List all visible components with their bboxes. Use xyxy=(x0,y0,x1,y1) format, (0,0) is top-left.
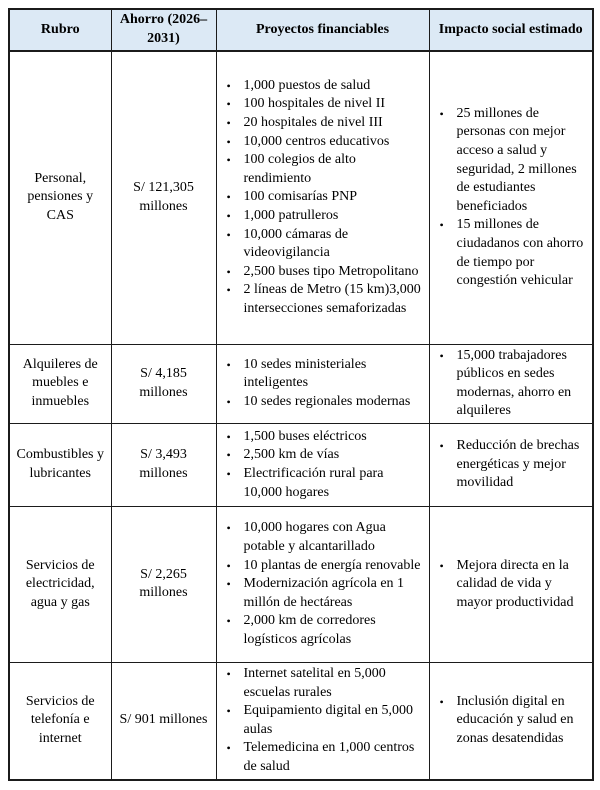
bullet-item xyxy=(222,446,424,465)
rubro-cell: Servicios de telefonía e internet xyxy=(9,662,111,779)
bullet-item xyxy=(222,207,424,226)
bullet-icon: • xyxy=(226,227,231,242)
bullet-icon: • xyxy=(226,614,231,629)
rubro-cell: Combustibles y lubricantes xyxy=(9,423,111,506)
bullet-icon: • xyxy=(226,395,231,410)
proyectos-item-text: 10,000 hogares con Agua potable y alcantarillado xyxy=(243,520,386,554)
bullet-item xyxy=(435,437,588,493)
impacto-item-text: Reducción de brechas energéticas y mejor movilidad xyxy=(456,438,580,491)
proyectos-item-text: Modernización agrícola en 1 millón de hectáreas xyxy=(243,576,405,610)
ahorro-cell: S/ 901 millones xyxy=(111,662,216,779)
bullet-icon: • xyxy=(226,521,231,536)
bullet-item xyxy=(222,151,424,188)
bullet-item xyxy=(222,557,424,576)
impacto-cell xyxy=(429,662,593,779)
proyectos-item-text: 10 sedes ministeriales inteligentes xyxy=(243,356,367,391)
table-row xyxy=(9,344,593,423)
column-header-impacto: Impacto social estimado xyxy=(429,9,593,51)
column-header-rubro: Rubro xyxy=(9,9,111,51)
proyectos-cell xyxy=(216,344,429,423)
bullet-icon: • xyxy=(226,209,231,224)
impacto-item-text: 15,000 trabajadores públicos en sedes modernas, ahorro en alquileres xyxy=(456,347,572,419)
proyectos-item-text: 2 líneas de Metro (15 km)3,000 intersecciones semaforizadas xyxy=(243,282,421,317)
impacto-item-text: 15 millones de ciudadanos con ahorro de tiempo por congestión vehicular xyxy=(456,217,584,289)
bullet-icon: • xyxy=(226,666,231,681)
proyectos-item-text: 100 comisarías PNP xyxy=(243,189,358,205)
bullet-item xyxy=(435,557,588,613)
bullet-icon: • xyxy=(439,558,444,573)
table-row xyxy=(9,506,593,662)
bullet-icon: • xyxy=(226,466,231,481)
proyectos-item-text: 20 hospitales de nivel III xyxy=(243,115,383,130)
proyectos-item-text: Equipamiento digital en 5,000 aulas xyxy=(243,703,414,737)
bullet-item xyxy=(222,465,424,502)
ahorro-cell: S/ 2,265 millones xyxy=(111,506,216,662)
bullet-item xyxy=(222,114,424,133)
proyectos-item-text: 10 sedes regionales modernas xyxy=(243,394,411,410)
bullet-icon: • xyxy=(226,153,231,168)
impacto-cell xyxy=(429,344,593,423)
proyectos-cell xyxy=(216,662,429,779)
bullet-icon: • xyxy=(439,439,444,454)
proyectos-item-text: Internet satelital en 5,000 escuelas rurales xyxy=(243,665,386,700)
impacto-item-text: Inclusión digital en educación y salud en zonas desatendidas xyxy=(456,693,574,747)
ahorro-cell: S/ 4,185 millones xyxy=(111,344,216,423)
bullet-item xyxy=(222,702,424,739)
proyectos-cell xyxy=(216,506,429,662)
proyectos-item-text: Electrificación rural para 10,000 hogares xyxy=(243,465,384,500)
table-row xyxy=(9,662,593,779)
bullet-icon: • xyxy=(226,448,231,463)
bullet-item xyxy=(222,665,424,702)
proyectos-item-text: 2,500 buses tipo Metropolitano xyxy=(243,263,419,279)
table-row xyxy=(9,51,593,344)
bullet-icon: • xyxy=(439,694,444,709)
bullet-item xyxy=(435,693,588,749)
bullet-icon: • xyxy=(226,116,231,130)
bullet-item xyxy=(222,575,424,612)
bullet-item xyxy=(222,281,424,318)
bullet-item xyxy=(222,393,424,412)
bullet-item xyxy=(222,133,424,152)
bullet-item xyxy=(435,105,588,217)
bullet-icon: • xyxy=(226,741,231,756)
bullet-icon: • xyxy=(226,357,231,372)
proyectos-item-text: 10,000 cámaras de videovigilancia xyxy=(243,226,349,261)
bullet-item xyxy=(435,216,588,290)
header-row xyxy=(9,9,593,51)
proyectos-item-text: 100 hospitales de nivel II xyxy=(243,96,386,112)
bullet-icon: • xyxy=(439,106,444,121)
rubro-cell: Servicios de electricidad, agua y gas xyxy=(9,506,111,662)
bullet-icon: • xyxy=(439,348,444,363)
proyectos-item-text: 10,000 centros educativos xyxy=(243,133,390,149)
bullet-item xyxy=(222,77,424,96)
bullet-item xyxy=(222,226,424,263)
bullet-icon: • xyxy=(226,283,231,298)
rubro-cell: Alquileres de muebles e inmuebles xyxy=(9,344,111,423)
impacto-cell xyxy=(429,506,593,662)
bullet-item xyxy=(222,263,424,282)
bullet-icon: • xyxy=(226,264,231,279)
bullet-icon: • xyxy=(226,134,231,149)
bullet-icon: • xyxy=(226,558,231,573)
proyectos-item-text: 1,500 buses eléctricos xyxy=(243,428,367,444)
bullet-item xyxy=(222,356,424,393)
bullet-item xyxy=(435,347,588,421)
proyectos-item-text: 2,000 km de corredores logísticos agrícolas xyxy=(243,613,376,647)
proyectos-item-text: 2,500 km de vías xyxy=(243,447,340,463)
rubro-cell: Personal, pensiones y CAS xyxy=(9,51,111,344)
proyectos-item-text: 1,000 puestos de salud xyxy=(243,77,371,93)
proyectos-item-text: Telemedicina en 1,000 centros de salud xyxy=(243,740,415,774)
bullet-icon: • xyxy=(226,97,231,112)
proyectos-item-text: 100 colegios de alto rendimiento xyxy=(243,152,356,186)
proyectos-cell xyxy=(216,51,429,344)
ahorro-cell: S/ 121,305 millones xyxy=(111,51,216,344)
bullet-item xyxy=(222,95,424,114)
bullet-icon: • xyxy=(226,429,231,444)
impacto-cell xyxy=(429,423,593,506)
table-row xyxy=(9,423,593,506)
proyectos-item-text: 1,000 patrulleros xyxy=(243,208,339,224)
impacto-item-text: 25 millones de personas con mejor acceso a salud y seguridad, 2 millones de estudiantes beneficiados xyxy=(456,105,577,214)
impacto-cell xyxy=(429,51,593,344)
ahorro-cell: S/ 3,493 millones xyxy=(111,423,216,506)
bullet-item xyxy=(222,612,424,649)
bullet-icon: • xyxy=(439,218,444,233)
proyectos-cell xyxy=(216,423,429,506)
column-header-proyectos: Proyectos financiables xyxy=(216,9,429,51)
bullet-item xyxy=(222,519,424,556)
budget-savings-table xyxy=(8,8,594,781)
bullet-icon: • xyxy=(226,704,231,719)
bullet-icon: • xyxy=(226,577,231,592)
impacto-item-text: Mejora directa en la calidad de vida y mayor productividad xyxy=(456,557,574,610)
proyectos-item-text: 10 plantas de energía renovable xyxy=(243,557,421,573)
bullet-icon: • xyxy=(226,190,231,205)
bullet-item xyxy=(222,428,424,447)
bullet-icon: • xyxy=(226,78,231,93)
column-header-ahorro: Ahorro (2026–2031) xyxy=(111,9,216,51)
bullet-item xyxy=(222,188,424,207)
bullet-item xyxy=(222,739,424,776)
